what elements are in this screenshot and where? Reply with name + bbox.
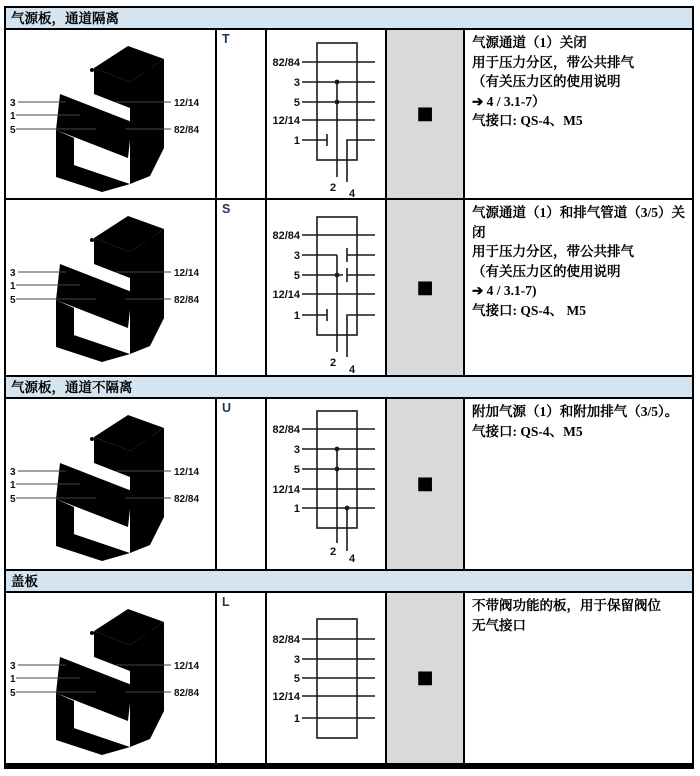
line-label-8284: 82/84 [272, 424, 300, 436]
circuit-symbol-cell [267, 200, 387, 375]
line-label-8284: 82/84 [272, 634, 300, 646]
port-callout-8284: 82/84 [174, 125, 200, 136]
availability-marker-cell [387, 593, 465, 763]
section-header-supply-plate-not-isolated: 气源板，通道不隔离 [6, 377, 692, 399]
product-image-cell [6, 593, 217, 763]
port-callout-8284: 82/84 [174, 494, 200, 505]
description-line: ➔ 4 / 3.1-7） [472, 93, 546, 109]
port-callout-3: 3 [10, 268, 16, 279]
line-label-4: 4 [348, 188, 356, 198]
product-image-cell [6, 200, 217, 375]
port-callout-1214: 12/14 [174, 268, 200, 279]
line-label-3: 3 [293, 654, 300, 666]
section-header-cover-plate: 盖板 [6, 571, 692, 593]
description-line: 用于压力分区，带公共排气 [472, 54, 634, 70]
description-line: 气接口: QS-4、M5 [472, 423, 583, 439]
description-cell [465, 399, 692, 569]
port-callout-1: 1 [10, 111, 16, 122]
variant-letter: U [217, 399, 267, 569]
line-label-4: 4 [348, 553, 356, 565]
description-cell [465, 30, 692, 198]
port-callout-5: 5 [10, 125, 16, 136]
line-label-5: 5 [293, 270, 300, 282]
port-callout-5: 5 [10, 295, 16, 306]
line-label-3: 3 [293, 250, 300, 262]
black-square-marker: ■ [416, 103, 434, 124]
black-square-marker: ■ [416, 473, 434, 494]
description-line: 不带阀功能的板，用于保留阀位 [472, 598, 661, 613]
line-label-5: 5 [293, 673, 300, 685]
description-line: 气接口: QS-4、 M5 [472, 302, 586, 318]
table-row-variant-t [6, 30, 692, 200]
manifold-plate-drawing [6, 30, 215, 198]
description-line: （有关压力区的使用说明 [472, 263, 621, 279]
port-callout-1214: 12/14 [174, 661, 200, 672]
port-callout-1: 1 [10, 480, 16, 491]
product-variant-table [4, 6, 694, 769]
description-line: 附加气源（1）和附加排气（3/5）。 [472, 404, 679, 419]
description-line: 气源通道（1）关闭 [472, 35, 587, 50]
description-line: 无气接口 [472, 617, 526, 633]
circuit-diagram-s [267, 200, 385, 375]
line-label-1214: 12/14 [272, 115, 300, 127]
line-label-2: 2 [329, 357, 337, 369]
line-label-1: 1 [293, 135, 300, 147]
description-line: 气源通道（1）和排气管道（3/5）关闭 [472, 205, 686, 240]
circuit-symbol-cell [267, 593, 387, 763]
port-callout-1: 1 [10, 674, 16, 685]
circuit-diagram-u [267, 399, 385, 569]
table-row-variant-l [6, 593, 692, 763]
table-row-variant-u [6, 399, 692, 571]
table-row-variant-s [6, 200, 692, 377]
line-label-3: 3 [293, 77, 300, 89]
port-callout-3: 3 [10, 467, 16, 478]
circuit-diagram-t [267, 30, 385, 198]
line-label-1214: 12/14 [272, 484, 300, 496]
port-callout-1: 1 [10, 281, 16, 292]
product-image-cell [6, 30, 217, 198]
availability-marker-cell [387, 200, 465, 375]
line-label-8284: 82/84 [272, 57, 300, 69]
manifold-plate-drawing [6, 399, 215, 569]
description-line: （有关压力区的使用说明 [472, 74, 621, 89]
availability-marker-cell [387, 30, 465, 198]
manifold-plate-drawing [6, 200, 215, 370]
variant-letter: S [217, 200, 267, 375]
line-label-1: 1 [293, 310, 300, 322]
description-cell [465, 200, 692, 375]
product-image-cell [6, 399, 217, 569]
line-label-2: 2 [329, 546, 337, 558]
port-callout-5: 5 [10, 688, 16, 699]
port-callout-5: 5 [10, 494, 16, 505]
description-line: ➔ 4 / 3.1-7) [472, 283, 537, 298]
port-callout-8284: 82/84 [174, 295, 200, 306]
port-callout-3: 3 [10, 661, 16, 672]
port-callout-1214: 12/14 [174, 98, 200, 109]
section-header-supply-plate-isolated: 气源板，通道隔离 [6, 8, 692, 30]
line-label-1: 1 [293, 503, 300, 515]
circuit-symbol-cell [267, 30, 387, 198]
description-line: 用于压力分区，带公共排气 [472, 244, 634, 259]
line-label-4: 4 [348, 364, 356, 375]
line-label-3: 3 [293, 444, 300, 456]
description-line: 气接口: QS-4、M5 [472, 113, 583, 128]
line-label-1214: 12/14 [272, 289, 300, 301]
line-label-5: 5 [293, 97, 300, 109]
manifold-plate-drawing [6, 593, 215, 763]
line-label-2: 2 [329, 182, 337, 194]
variant-letter: L [217, 593, 267, 763]
circuit-diagram-l [267, 593, 385, 761]
line-label-1: 1 [293, 713, 300, 725]
description-cell [465, 593, 692, 763]
line-label-1214: 12/14 [272, 691, 300, 703]
circuit-symbol-cell [267, 399, 387, 569]
line-label-5: 5 [293, 464, 300, 476]
black-square-marker: ■ [416, 276, 434, 298]
line-label-8284: 82/84 [272, 230, 300, 242]
availability-marker-cell [387, 399, 465, 569]
port-callout-8284: 82/84 [174, 688, 200, 699]
variant-letter: T [217, 30, 267, 198]
black-square-marker: ■ [416, 667, 434, 688]
port-callout-3: 3 [10, 98, 16, 109]
port-callout-1214: 12/14 [174, 467, 200, 478]
